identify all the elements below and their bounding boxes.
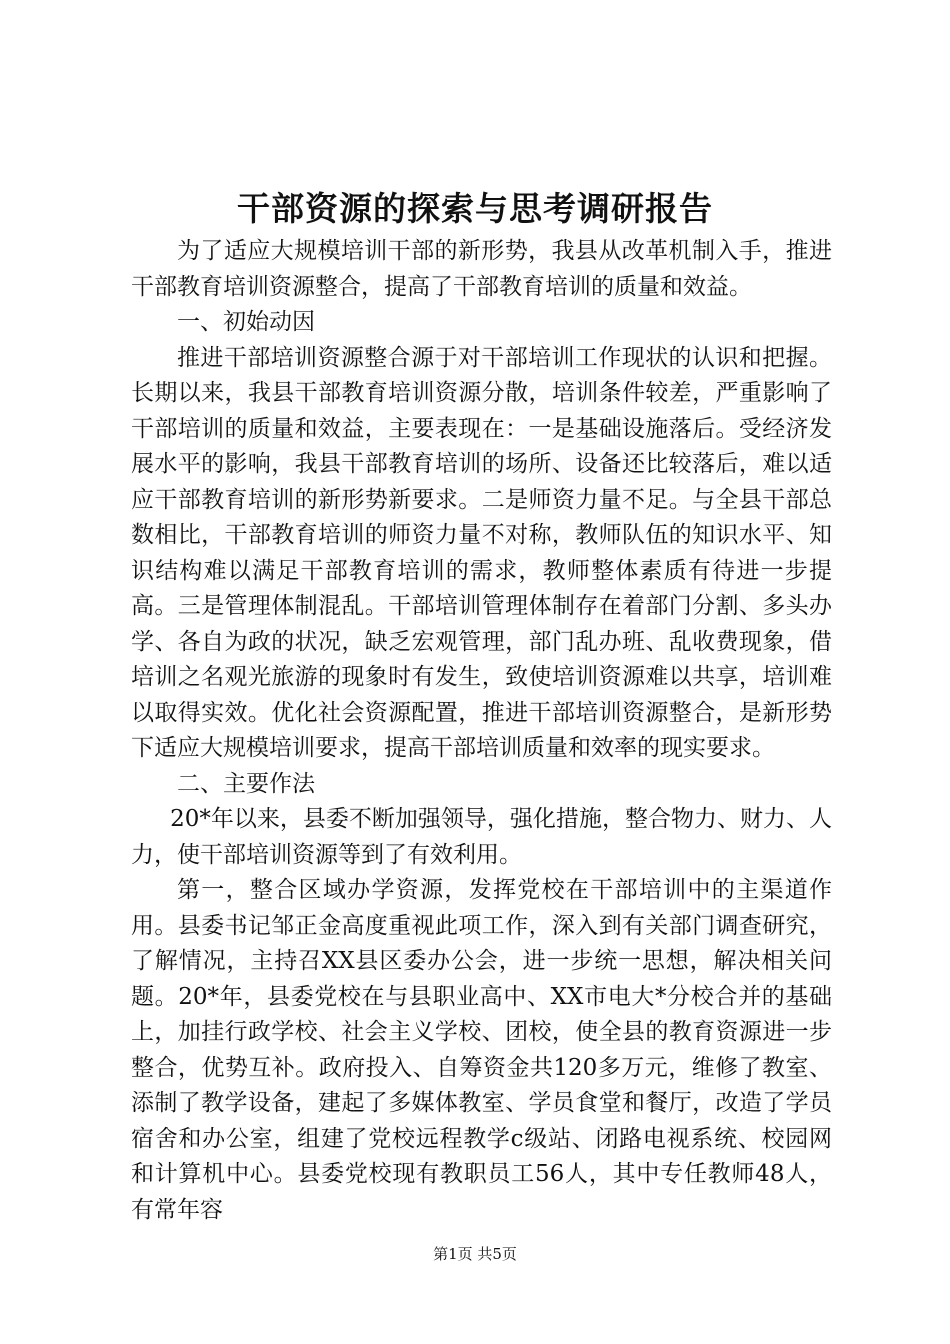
body-paragraph: 推进干部培训资源整合源于对干部培训工作现状的认识和把握。长期以来，我县干部教育培训资源分散，培训条件较差，严重影响了干部培训的质量和效益，主要表现在：一是基础设施落后。受经济发展水平的影响，我县干部教育培训的场所、设备还比较落后，难以适应干部教育培训的新形势新要求。二是师资力量不足。与全县干部总数相比，干部教育培训的师资力量不对称，教师队伍的知识水平、知识结构难以满足干部教育培训的需求，教师整体素质有待进一步提高。三是管理体制混乱。干部培训管理体制存在着部门分割、多头办学、各自为政的状况，缺乏宏观管理，部门乱办班、乱收费现象，借培训之名观光旅游的现象时有发生，致使培训资源难以共享，培训难以取得实效。优化社会资源配置，推进干部培训资源整合，是新形势下适应大规模培训要求，提高干部培训质量和效率的现实要求。 — [131, 344, 832, 761]
document-body — [131, 234, 832, 1228]
section-heading-practices: 二、主要作法 — [177, 770, 315, 797]
intro-paragraph: 为了适应大规模培训干部的新形势，我县从改革机制入手，推进干部教育培训资源整合，提高了干部教育培训的质量和效益。 — [131, 238, 832, 300]
body-paragraph: 20*年以来，县委不断加强领导，强化措施，整合物力、财力、人力，使干部培训资源等到了有效利用。 — [131, 806, 832, 868]
page-title: 干部资源的探索与思考调研报告 — [237, 189, 713, 228]
body-paragraph: 第一，整合区域办学资源，发挥党校在干部培训中的主渠道作用。县委书记邹正金高度重视此项工作，深入到有关部门调查研究，了解情况，主持召XX县区委办公会，进一步统一思想，解决相关问题。20*年，县委党校在与县职业高中、XX市电大*分校合并的基础上，加挂行政学校、社会主义学校、团校，使全县的教育资源进一步整合，优势互补。政府投入、自筹资金共120多万元，维修了教室、添制了教学设备，建起了多媒体教室、学员食堂和餐厅，改造了学员宿舍和办公室，组建了党校远程教学c级站、闭路电视系统、校园网和计算机中心。县委党校现有教职员工56人，其中专任教师48人，有常年容 — [131, 877, 832, 1223]
page-number-footer: 第1页 共5页 — [433, 1245, 517, 1263]
section-heading-motivation: 一、初始动因 — [177, 309, 315, 335]
